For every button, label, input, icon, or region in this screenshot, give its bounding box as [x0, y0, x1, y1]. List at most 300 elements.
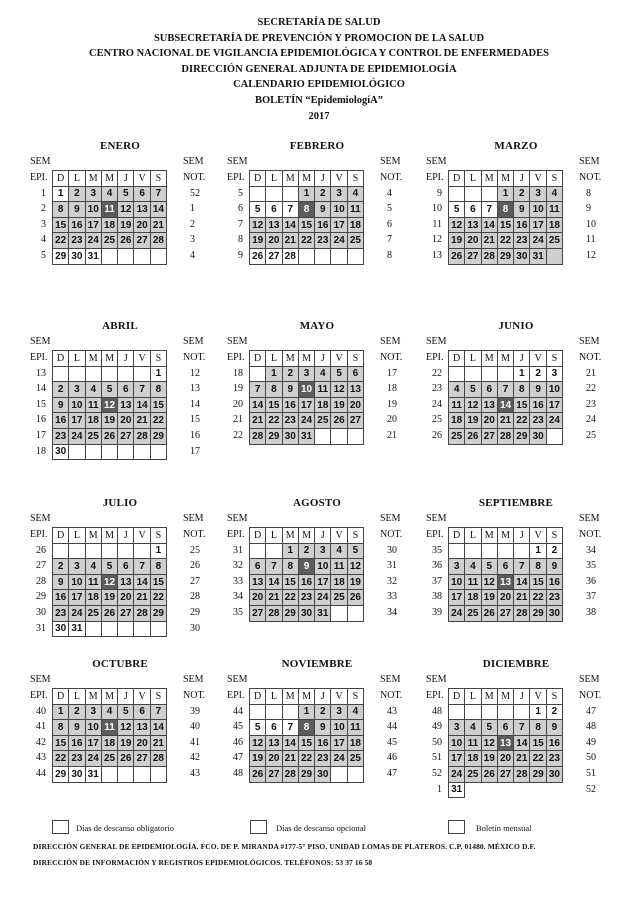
- day-cell: 1: [514, 366, 530, 382]
- epi-week-number: 37: [432, 575, 442, 587]
- epi-week-number: 3: [41, 218, 46, 230]
- day-cell: 8: [497, 202, 513, 218]
- day-cell: 12: [118, 720, 134, 736]
- day-cell: 20: [481, 413, 497, 429]
- day-cell: 21: [481, 233, 497, 249]
- day-cell: 31: [530, 248, 546, 264]
- day-cell: [69, 366, 85, 382]
- day-cell: 13: [266, 735, 282, 751]
- day-cell: 5: [250, 202, 266, 218]
- legend-label-obligatorio: Días de descanso obligatorio: [76, 823, 174, 833]
- day-cell: [150, 621, 166, 637]
- day-cell: 31: [69, 621, 85, 637]
- epi-label: EPI.: [426, 172, 444, 183]
- epi-week-number: 22: [233, 430, 243, 441]
- day-cell: 18: [546, 217, 562, 233]
- epi-week-number: 42: [36, 736, 46, 748]
- day-cell: [497, 543, 513, 559]
- weekday-header: S: [546, 689, 562, 705]
- week-row: [250, 543, 364, 559]
- day-cell: [53, 543, 69, 559]
- day-cell: 30: [69, 766, 85, 782]
- day-cell: 25: [546, 233, 562, 249]
- weekday-header: D: [53, 351, 69, 367]
- epi-week-number: 34: [233, 591, 243, 603]
- day-cell: 22: [282, 590, 298, 606]
- day-cell: 31: [449, 782, 465, 798]
- not-label: NOT.: [380, 172, 403, 183]
- not-week-number: 21: [387, 430, 397, 441]
- day-cell: 12: [331, 382, 347, 398]
- not-week-number: 18: [387, 383, 397, 395]
- day-cell: 29: [497, 248, 513, 264]
- day-cell: 20: [118, 413, 134, 429]
- month-table: [249, 527, 364, 622]
- not-week-number: 48: [586, 721, 596, 733]
- day-cell: [85, 543, 101, 559]
- month-table: [52, 688, 167, 783]
- day-cell: 10: [85, 720, 101, 736]
- day-cell: 25: [85, 605, 101, 621]
- day-cell: 7: [282, 202, 298, 218]
- day-cell: 17: [85, 735, 101, 751]
- day-cell: 9: [69, 720, 85, 736]
- day-cell: [266, 704, 282, 720]
- day-cell: 18: [85, 413, 101, 429]
- day-cell: [331, 248, 347, 264]
- not-week-number: 43: [190, 768, 200, 779]
- day-cell: 28: [250, 428, 266, 444]
- weekday-header: S: [150, 528, 166, 544]
- day-cell: 2: [282, 366, 298, 382]
- day-cell: 30: [530, 428, 546, 444]
- day-cell: 21: [250, 413, 266, 429]
- month-table: [249, 350, 364, 445]
- day-cell: 28: [150, 233, 166, 249]
- weekday-header: V: [530, 351, 546, 367]
- epi-week-number: 39: [432, 607, 442, 618]
- weekday-header: S: [546, 171, 562, 187]
- day-cell: 10: [449, 574, 465, 590]
- weekday-header: S: [347, 689, 363, 705]
- week-row: [250, 751, 364, 767]
- month-agosto: [227, 497, 407, 647]
- day-cell: [250, 704, 266, 720]
- sem-epi-label: SEM: [227, 336, 248, 347]
- not-week-number: 23: [586, 398, 596, 410]
- day-cell: 30: [546, 766, 562, 782]
- week-row: [449, 704, 563, 720]
- day-cell: 8: [282, 559, 298, 575]
- epi-week-number: 15: [36, 398, 46, 410]
- day-cell: 7: [150, 704, 166, 720]
- sem-epi-label: SEM: [30, 336, 51, 347]
- day-cell: 28: [150, 751, 166, 767]
- day-cell: [449, 704, 465, 720]
- day-cell: 29: [282, 605, 298, 621]
- day-cell: [347, 605, 363, 621]
- weekday-header: D: [449, 171, 465, 187]
- not-week-number: 6: [387, 218, 392, 230]
- day-cell: 18: [315, 397, 331, 413]
- month-julio: [30, 497, 210, 647]
- epi-week-number: 29: [36, 591, 46, 603]
- day-cell: 1: [53, 186, 69, 202]
- weekday-header: L: [266, 351, 282, 367]
- day-cell: 27: [250, 605, 266, 621]
- day-cell: [481, 704, 497, 720]
- not-week-number: 2: [190, 218, 195, 230]
- day-cell: 13: [481, 397, 497, 413]
- day-cell: 26: [101, 428, 117, 444]
- day-cell: [331, 766, 347, 782]
- not-label: NOT.: [579, 352, 602, 363]
- day-cell: [465, 366, 481, 382]
- day-cell: 19: [481, 590, 497, 606]
- day-cell: 23: [315, 233, 331, 249]
- weekday-header: M: [101, 689, 117, 705]
- day-cell: 18: [331, 574, 347, 590]
- not-label: NOT.: [183, 529, 206, 540]
- day-cell: [134, 766, 150, 782]
- day-cell: 30: [514, 248, 530, 264]
- day-cell: 16: [69, 217, 85, 233]
- day-cell: [347, 766, 363, 782]
- epi-label: EPI.: [30, 172, 48, 183]
- weekday-header: V: [331, 351, 347, 367]
- weekday-header: L: [69, 351, 85, 367]
- day-cell: 25: [85, 428, 101, 444]
- day-cell: [118, 444, 134, 460]
- day-cell: 19: [481, 751, 497, 767]
- day-cell: 9: [53, 574, 69, 590]
- week-row: [53, 217, 167, 233]
- header-line-3: CENTRO NACIONAL DE VIGILANCIA EPIDEMIOLÓGICA Y CONTROL DE ENFERMEDADES: [89, 48, 549, 60]
- day-cell: 11: [101, 720, 117, 736]
- sem-not-label: SEM: [579, 674, 600, 685]
- epi-label: EPI.: [227, 529, 245, 540]
- epi-label: EPI.: [227, 172, 245, 183]
- day-cell: 31: [298, 428, 314, 444]
- day-cell: 24: [69, 428, 85, 444]
- day-cell: 26: [465, 428, 481, 444]
- day-cell: 30: [298, 605, 314, 621]
- day-cell: [101, 766, 117, 782]
- day-cell: 22: [150, 413, 166, 429]
- not-week-number: 52: [586, 783, 596, 795]
- day-cell: 1: [150, 366, 166, 382]
- day-cell: 6: [134, 704, 150, 720]
- not-week-number: 44: [387, 721, 397, 733]
- week-row: [53, 735, 167, 751]
- week-row: [53, 413, 167, 429]
- day-cell: 5: [118, 186, 134, 202]
- month-title: JUNIO: [498, 320, 534, 332]
- day-cell: 14: [134, 397, 150, 413]
- day-cell: 11: [546, 202, 562, 218]
- day-cell: 12: [449, 217, 465, 233]
- day-cell: [69, 444, 85, 460]
- day-cell: 27: [481, 428, 497, 444]
- week-row: [250, 720, 364, 736]
- day-cell: 7: [134, 382, 150, 398]
- not-week-number: 46: [387, 752, 397, 764]
- week-row: [53, 202, 167, 218]
- not-week-number: 47: [586, 705, 596, 717]
- day-cell: 19: [101, 413, 117, 429]
- day-cell: 30: [53, 621, 69, 637]
- weekday-header: D: [53, 689, 69, 705]
- weekday-header: S: [347, 171, 363, 187]
- day-cell: 28: [282, 248, 298, 264]
- epi-week-number: 5: [41, 250, 46, 261]
- month-diciembre: [426, 658, 606, 808]
- day-cell: [150, 444, 166, 460]
- day-cell: 28: [134, 605, 150, 621]
- day-cell: 30: [315, 766, 331, 782]
- day-cell: [449, 543, 465, 559]
- day-cell: 18: [449, 413, 465, 429]
- day-cell: 6: [347, 366, 363, 382]
- day-cell: 12: [347, 559, 363, 575]
- not-week-number: 39: [190, 705, 200, 717]
- day-cell: 26: [481, 766, 497, 782]
- day-cell: 13: [266, 217, 282, 233]
- day-cell: 14: [134, 574, 150, 590]
- day-cell: 27: [347, 413, 363, 429]
- epi-week-number: 48: [233, 768, 243, 779]
- day-cell: 11: [101, 202, 117, 218]
- weekday-header: M: [85, 171, 101, 187]
- day-cell: 29: [150, 605, 166, 621]
- day-cell: 17: [315, 574, 331, 590]
- week-row: [250, 704, 364, 720]
- epi-week-number: 32: [233, 560, 243, 572]
- legend-label-opcional: Días de descanso opcional: [276, 823, 366, 833]
- epi-week-number: 33: [233, 575, 243, 587]
- day-cell: 21: [134, 590, 150, 606]
- not-week-number: 1: [190, 203, 195, 215]
- weekday-header: M: [282, 689, 298, 705]
- epi-week-number: 18: [233, 367, 243, 379]
- day-cell: [150, 248, 166, 264]
- day-cell: 9: [53, 397, 69, 413]
- day-cell: [481, 782, 497, 798]
- week-row: [53, 543, 167, 559]
- day-cell: 18: [101, 217, 117, 233]
- day-cell: 8: [266, 382, 282, 398]
- day-cell: 5: [481, 559, 497, 575]
- day-cell: 15: [298, 217, 314, 233]
- weekday-header: D: [53, 171, 69, 187]
- day-cell: 15: [530, 735, 546, 751]
- day-cell: 6: [118, 382, 134, 398]
- month-table: [249, 688, 364, 783]
- not-week-number: 29: [190, 607, 200, 618]
- day-cell: 26: [250, 766, 266, 782]
- epi-label: EPI.: [426, 352, 444, 363]
- weekday-header: M: [101, 171, 117, 187]
- day-cell: 17: [546, 397, 562, 413]
- day-cell: [85, 621, 101, 637]
- week-row: [250, 766, 364, 782]
- month-febrero: [227, 140, 407, 290]
- day-cell: [150, 766, 166, 782]
- day-cell: 16: [546, 574, 562, 590]
- day-cell: 16: [282, 397, 298, 413]
- sem-not-label: SEM: [380, 336, 401, 347]
- header-line-2: SUBSECRETARÍA DE PREVENCIÓN Y PROMOCION DE LA SALUD: [153, 32, 485, 44]
- day-cell: 3: [449, 720, 465, 736]
- day-cell: 14: [150, 720, 166, 736]
- day-cell: 4: [546, 186, 562, 202]
- epi-week-number: 1: [41, 187, 46, 199]
- month-enero: [30, 140, 210, 290]
- legend-label-boletin: Boletín mensual: [476, 823, 532, 833]
- not-week-number: 30: [387, 544, 397, 556]
- day-cell: [85, 444, 101, 460]
- day-cell: 10: [530, 202, 546, 218]
- day-cell: [347, 248, 363, 264]
- epi-week-number: 11: [432, 218, 442, 230]
- sem-not-label: SEM: [380, 156, 401, 167]
- day-cell: 24: [546, 413, 562, 429]
- week-row: [53, 559, 167, 575]
- epi-week-number: 44: [233, 705, 243, 717]
- day-cell: 19: [118, 735, 134, 751]
- day-cell: 31: [315, 605, 331, 621]
- day-cell: 28: [282, 766, 298, 782]
- day-cell: 27: [465, 248, 481, 264]
- day-cell: 25: [331, 590, 347, 606]
- weekday-header: L: [465, 171, 481, 187]
- day-cell: 3: [315, 543, 331, 559]
- day-cell: 2: [315, 186, 331, 202]
- day-cell: 3: [69, 559, 85, 575]
- day-cell: 18: [101, 735, 117, 751]
- weekday-header: M: [497, 171, 513, 187]
- week-row: [449, 590, 563, 606]
- day-cell: 16: [69, 735, 85, 751]
- legend-swatch-obligatorio: [52, 820, 69, 834]
- day-cell: 2: [298, 543, 314, 559]
- week-row: [53, 248, 167, 264]
- day-cell: 4: [347, 186, 363, 202]
- day-cell: 24: [69, 605, 85, 621]
- epi-label: EPI.: [30, 690, 48, 701]
- day-cell: 17: [69, 590, 85, 606]
- not-week-number: 26: [190, 560, 200, 572]
- week-row: [449, 233, 563, 249]
- not-week-number: 7: [387, 234, 392, 246]
- sem-epi-label: SEM: [227, 156, 248, 167]
- day-cell: 20: [134, 217, 150, 233]
- not-week-number: 50: [586, 752, 596, 764]
- day-cell: 25: [347, 751, 363, 767]
- day-cell: 21: [497, 413, 513, 429]
- epi-week-number: 46: [233, 736, 243, 748]
- day-cell: 7: [134, 559, 150, 575]
- day-cell: 11: [85, 397, 101, 413]
- legend-swatch-boletin: [448, 820, 465, 834]
- day-cell: 13: [497, 574, 513, 590]
- day-cell: 31: [85, 766, 101, 782]
- month-title: NOVIEMBRE: [281, 658, 353, 670]
- day-cell: 7: [150, 186, 166, 202]
- week-row: [449, 366, 563, 382]
- day-cell: 9: [546, 559, 562, 575]
- month-title: OCTUBRE: [92, 658, 148, 670]
- day-cell: 3: [331, 704, 347, 720]
- day-cell: 17: [331, 735, 347, 751]
- week-row: [250, 574, 364, 590]
- day-cell: 16: [530, 397, 546, 413]
- not-week-number: 17: [190, 445, 200, 457]
- day-cell: [266, 543, 282, 559]
- day-cell: 24: [530, 233, 546, 249]
- weekday-header: M: [101, 351, 117, 367]
- day-cell: 1: [497, 186, 513, 202]
- day-cell: 4: [101, 186, 117, 202]
- day-cell: 21: [266, 590, 282, 606]
- weekday-header: S: [150, 171, 166, 187]
- day-cell: 23: [53, 428, 69, 444]
- weekday-header: L: [465, 528, 481, 544]
- day-cell: 21: [150, 217, 166, 233]
- epi-label: EPI.: [227, 352, 245, 363]
- day-cell: 27: [134, 751, 150, 767]
- weekday-header: L: [266, 689, 282, 705]
- day-cell: 29: [53, 248, 69, 264]
- week-row: [53, 428, 167, 444]
- not-label: NOT.: [380, 529, 403, 540]
- day-cell: 29: [298, 766, 314, 782]
- day-cell: 5: [481, 720, 497, 736]
- weekday-header: J: [514, 528, 530, 544]
- not-week-number: 17: [387, 367, 397, 379]
- day-cell: 13: [465, 217, 481, 233]
- not-week-number: 38: [586, 607, 596, 618]
- day-cell: 22: [514, 413, 530, 429]
- day-cell: 19: [347, 574, 363, 590]
- weekday-header: D: [250, 171, 266, 187]
- sem-epi-label: SEM: [426, 513, 447, 524]
- month-title: JULIO: [102, 497, 138, 509]
- day-cell: 15: [53, 735, 69, 751]
- day-cell: 26: [481, 605, 497, 621]
- weekday-header: D: [53, 528, 69, 544]
- day-cell: 30: [69, 248, 85, 264]
- weekday-header: M: [298, 689, 314, 705]
- weekday-header: M: [282, 528, 298, 544]
- week-row: [250, 428, 364, 444]
- day-cell: [118, 621, 134, 637]
- epi-week-number: 26: [36, 544, 46, 556]
- week-row: [53, 186, 167, 202]
- not-week-number: 25: [190, 544, 200, 556]
- weekday-header: M: [481, 689, 497, 705]
- month-table: [448, 688, 563, 798]
- day-cell: [465, 704, 481, 720]
- header-year: 2017: [308, 110, 330, 122]
- not-week-number: 15: [190, 414, 200, 426]
- epi-label: EPI.: [227, 690, 245, 701]
- not-week-number: 37: [586, 591, 596, 603]
- day-cell: 4: [85, 382, 101, 398]
- day-cell: 30: [282, 428, 298, 444]
- header-line-1: SECRETARÍA DE SALUD: [257, 17, 381, 28]
- week-row: [53, 397, 167, 413]
